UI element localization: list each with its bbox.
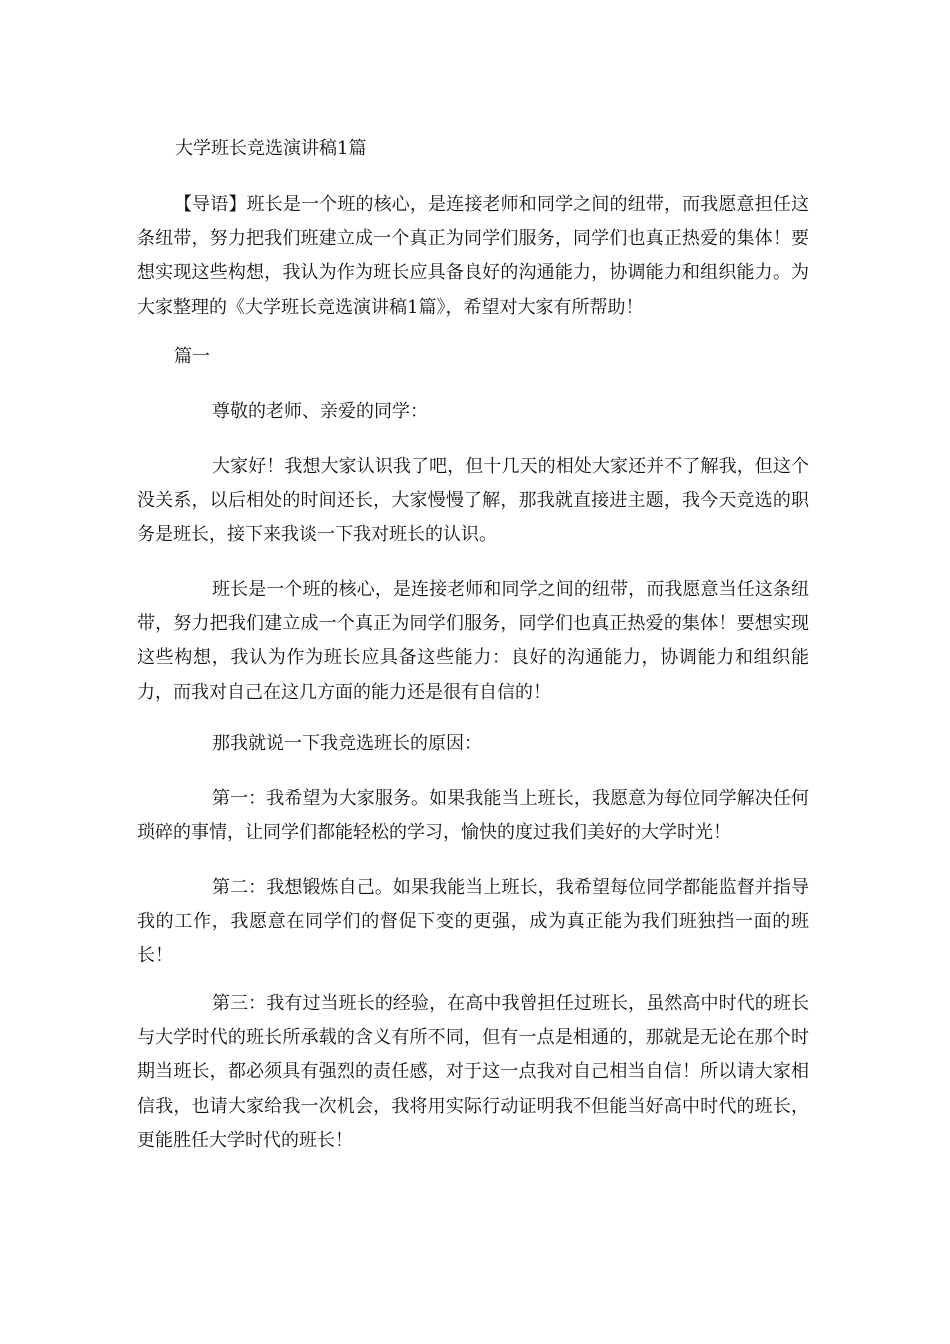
section-heading: 篇一 — [174, 346, 210, 367]
body-paragraph: 第三：我有过当班长的经验，在高中我曾担任过班长，虽然高中时代的班长与大学时代的班长所承载的含义有所不同，但有一点是相通的，那就是无论在那个时期当班长，都必须具有强烈的责任感，对于这一点我对自己相当自信！所以请大家相信我，也请大家给我一次机会，我将用实际行动证明我不但能当好高中时代的班长，更能胜任大学时代的班长！ — [137, 993, 809, 1151]
body-paragraph: 第一：我希望为大家服务。如果我能当上班长，我愿意为每位同学解决任何琐碎的事情，让同学们都能轻松的学习，愉快的度过我们美好的大学时光！ — [137, 788, 809, 844]
salutation: 尊敬的老师、亲爱的同学： — [212, 401, 428, 422]
body-paragraph: 第二：我想锻炼自己。如果我能当上班长，我希望每位同学都能监督并指导我的工作，我愿意在同学们的督促下变的更强，成为真正能为我们班独挡一面的班长！ — [137, 877, 809, 967]
body-paragraph: 大家好！我想大家认识我了吧，但十几天的相处大家还并不了解我，但这个没关系，以后相处的时间还长，大家慢慢了解，那我就直接进主题，我今天竞选的职务是班长，接下来我谈一下我对班长的认识。 — [137, 456, 809, 546]
document-title: 大学班长竞选演讲稿1篇 — [175, 138, 367, 159]
body-paragraph: 那我就说一下我竞选班长的原因： — [212, 733, 482, 754]
intro-paragraph: 【导语】班长是一个班的核心，是连接老师和同学之间的纽带，而我愿意担任这条纽带，努力把我们班建立成一个真正为同学们服务，同学们也真正热爱的集体！要想实现这些构想，我认为作为班长应具备良好的沟通能力，协调能力和组织能力。为大家整理的《大学班长竞选演讲稿1篇》，希望对大家有所帮助！ — [137, 194, 809, 318]
body-paragraph: 班长是一个班的核心，是连接老师和同学之间的纽带，而我愿意当任这条纽带，努力把我们建立成一个真正为同学们服务，同学们也真正热爱的集体！要想实现这些构想，我认为作为班长应具备这些能力：良好的沟通能力，协调能力和组织能力，而我对自己在这几方面的能力还是很有自信的！ — [137, 579, 809, 703]
